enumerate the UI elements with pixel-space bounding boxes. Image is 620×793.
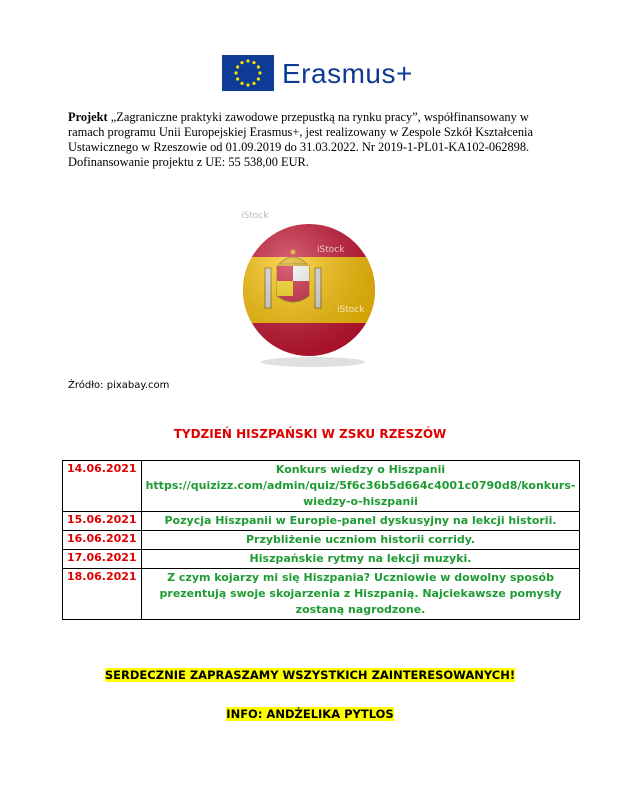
event-date: 15.06.2021 <box>63 512 142 531</box>
event-date: 14.06.2021 <box>63 461 142 512</box>
watermark-text: iStock <box>337 305 365 315</box>
event-date: 17.06.2021 <box>63 550 142 569</box>
erasmus-logo-text: Erasmus+ <box>282 58 413 89</box>
eu-flag-icon <box>222 55 274 91</box>
event-line: Pozycja Hiszpanii w Europie-panel dyskusyjny na lekcji historii. <box>164 514 557 527</box>
event-line: zostaną nagrodzone. <box>295 603 426 616</box>
event-link[interactable]: wiedzy-o-hiszpanii <box>303 495 418 508</box>
invitation-banner <box>0 668 620 682</box>
event-description <box>141 512 580 531</box>
watermark-text: iStock <box>241 211 269 221</box>
event-description <box>141 531 580 550</box>
event-line: Konkurs wiedzy o Hiszpanii <box>275 463 446 476</box>
event-date: 16.06.2021 <box>63 531 142 550</box>
contact-info-text: INFO: ANDŻELIKA PYTLOS <box>226 707 394 721</box>
event-description <box>141 550 580 569</box>
page-title: TYDZIEŃ HISZPAŃSKI W ZSKU RZESZÓW <box>173 427 447 441</box>
contact-info <box>0 707 620 721</box>
event-line: Z czym kojarzy mi się Hiszpania? Uczniowie w dowolny sposób <box>167 571 554 584</box>
event-description <box>141 461 580 512</box>
table-row <box>63 569 580 620</box>
image-source: Źródło: pixabay.com <box>68 380 170 391</box>
erasmus-logo <box>222 55 432 91</box>
watermark-text: iStock <box>317 245 345 255</box>
table-row <box>63 550 580 569</box>
event-line: Hiszpańskie rytmy na lekcji muzyki. <box>249 552 472 565</box>
spain-flag-badge-image <box>229 204 389 380</box>
invitation-text: SERDECZNIE ZAPRASZAMY WSZYSTKICH ZAINTERESOWANYCH! <box>104 668 516 682</box>
event-line: prezentują swoje skojarzenia z Hiszpanią. Najciekawsze pomysły <box>159 587 562 600</box>
event-date: 18.06.2021 <box>63 569 142 620</box>
project-lead: Projekt <box>68 110 108 124</box>
schedule-table <box>62 460 580 620</box>
table-row <box>63 531 580 550</box>
event-link[interactable]: https://quizizz.com/admin/quiz/5f6c36b5d664c4001c0790d8/konkurs- <box>145 479 576 492</box>
project-body: „Zagraniczne praktyki zawodowe przepustką na rynku pracy”, współfinansowany w ramach programu Unii Europejskiej Erasmus+, jest realizowany w Zespole Szkół Kształcenia Ustawicznego w Rzeszowie od 01.09.2019 do 31.03.2022. Nr 2019-1-PL01-KA102-062898. Dofinansowanie projektu z UE: 55 538,00 EUR. <box>68 110 533 169</box>
table-row <box>63 512 580 531</box>
event-line: Przybliżenie uczniom historii corridy. <box>245 533 476 546</box>
table-row <box>63 461 580 512</box>
event-description <box>141 569 580 620</box>
project-description <box>68 110 558 170</box>
